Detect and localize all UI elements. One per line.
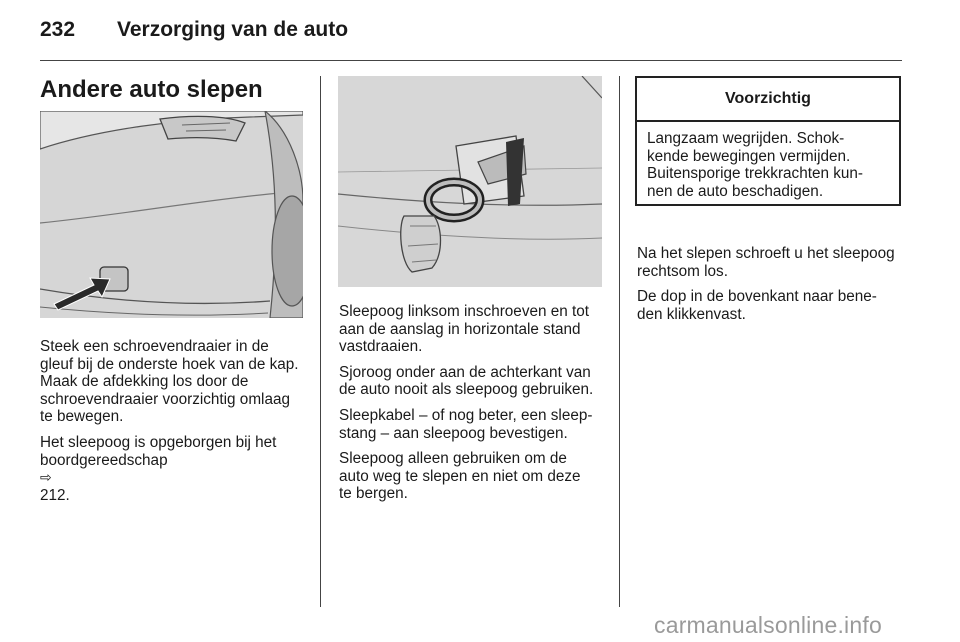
instruction-paragraph-1 (40, 338, 310, 426)
text-line: Na het slepen schroeft u het sleepoog (637, 245, 895, 262)
header-divider (40, 60, 902, 61)
text-line: rechtsom los. (637, 262, 728, 280)
column-3-text (637, 245, 907, 331)
text-line: Buitensporige trekkrachten kun- (647, 165, 863, 183)
text-line: stang – aan sleepoog bevestigen. (339, 424, 568, 442)
text-line: de auto nooit als sleepoog gebruiken. (339, 381, 594, 399)
caution-text (637, 122, 899, 200)
text-line: te bergen. (339, 485, 408, 503)
column-divider-1 (320, 76, 321, 607)
text-line: Het sleepoog is opgeborgen bij het (40, 433, 277, 451)
text-line: kende bewegingen vermijden. (647, 147, 851, 165)
text-line: den klikkenvast. (637, 305, 746, 323)
page-reference-link[interactable]: 212. (40, 486, 70, 504)
column-divider-2 (619, 76, 620, 607)
text-line: nen de auto beschadigen. (647, 182, 824, 200)
watermark-text: carmanualsonline.info (654, 612, 882, 638)
page-number: 232 (40, 18, 76, 41)
instruction-paragraph (637, 245, 907, 280)
text-line: Sleepoog alleen gebruiken om de (339, 450, 567, 468)
text-line: De dop in de bovenkant naar bene- (637, 288, 877, 306)
text-line: te bewegen. (40, 408, 124, 426)
text-line: Sjoroog onder aan de achterkant van (339, 363, 591, 381)
instruction-paragraph (339, 303, 611, 356)
bumper-cover-illustration (40, 111, 303, 318)
text-line: Sleepkabel – of nog beter, een sleep- (339, 406, 593, 424)
towing-eye-drawing (338, 76, 602, 287)
chapter-title: Verzorging van de auto (117, 18, 349, 41)
text-line: schroevendraaier voorzichtig omlaag (40, 390, 290, 408)
column-1-text (40, 338, 310, 512)
text-fragment: boordgereedschap (40, 451, 168, 469)
bumper-cover-drawing (40, 111, 303, 318)
instruction-paragraph (339, 364, 611, 399)
text-line: Maak de afdekking los door de (40, 373, 249, 391)
text-line: Steek een schroevendraaier in de (40, 338, 269, 355)
instruction-paragraph (637, 288, 907, 323)
towing-eye-illustration (338, 76, 602, 287)
instruction-paragraph (339, 407, 611, 442)
text-line: aan de aanslag in horizontale stand (339, 320, 581, 338)
caution-title: Voorzichtig (637, 78, 899, 122)
text-line-with-reference (40, 452, 310, 505)
text-line: auto weg te slepen en niet om deze (339, 467, 581, 485)
instruction-paragraph (339, 450, 611, 503)
reference-arrow-icon[interactable]: ⇨ (40, 469, 52, 486)
text-line: gleuf bij de onderste hoek van de kap. (40, 355, 299, 373)
instruction-paragraph-2 (40, 434, 310, 504)
caution-box (635, 76, 901, 206)
text-line: Langzaam wegrijden. Schok- (647, 130, 845, 147)
text-line: Sleepoog linksom inschroeven en tot (339, 303, 590, 320)
text-line: vastdraaien. (339, 338, 423, 356)
column-2-text (339, 303, 611, 511)
section-title: Andere auto slepen (40, 76, 263, 103)
